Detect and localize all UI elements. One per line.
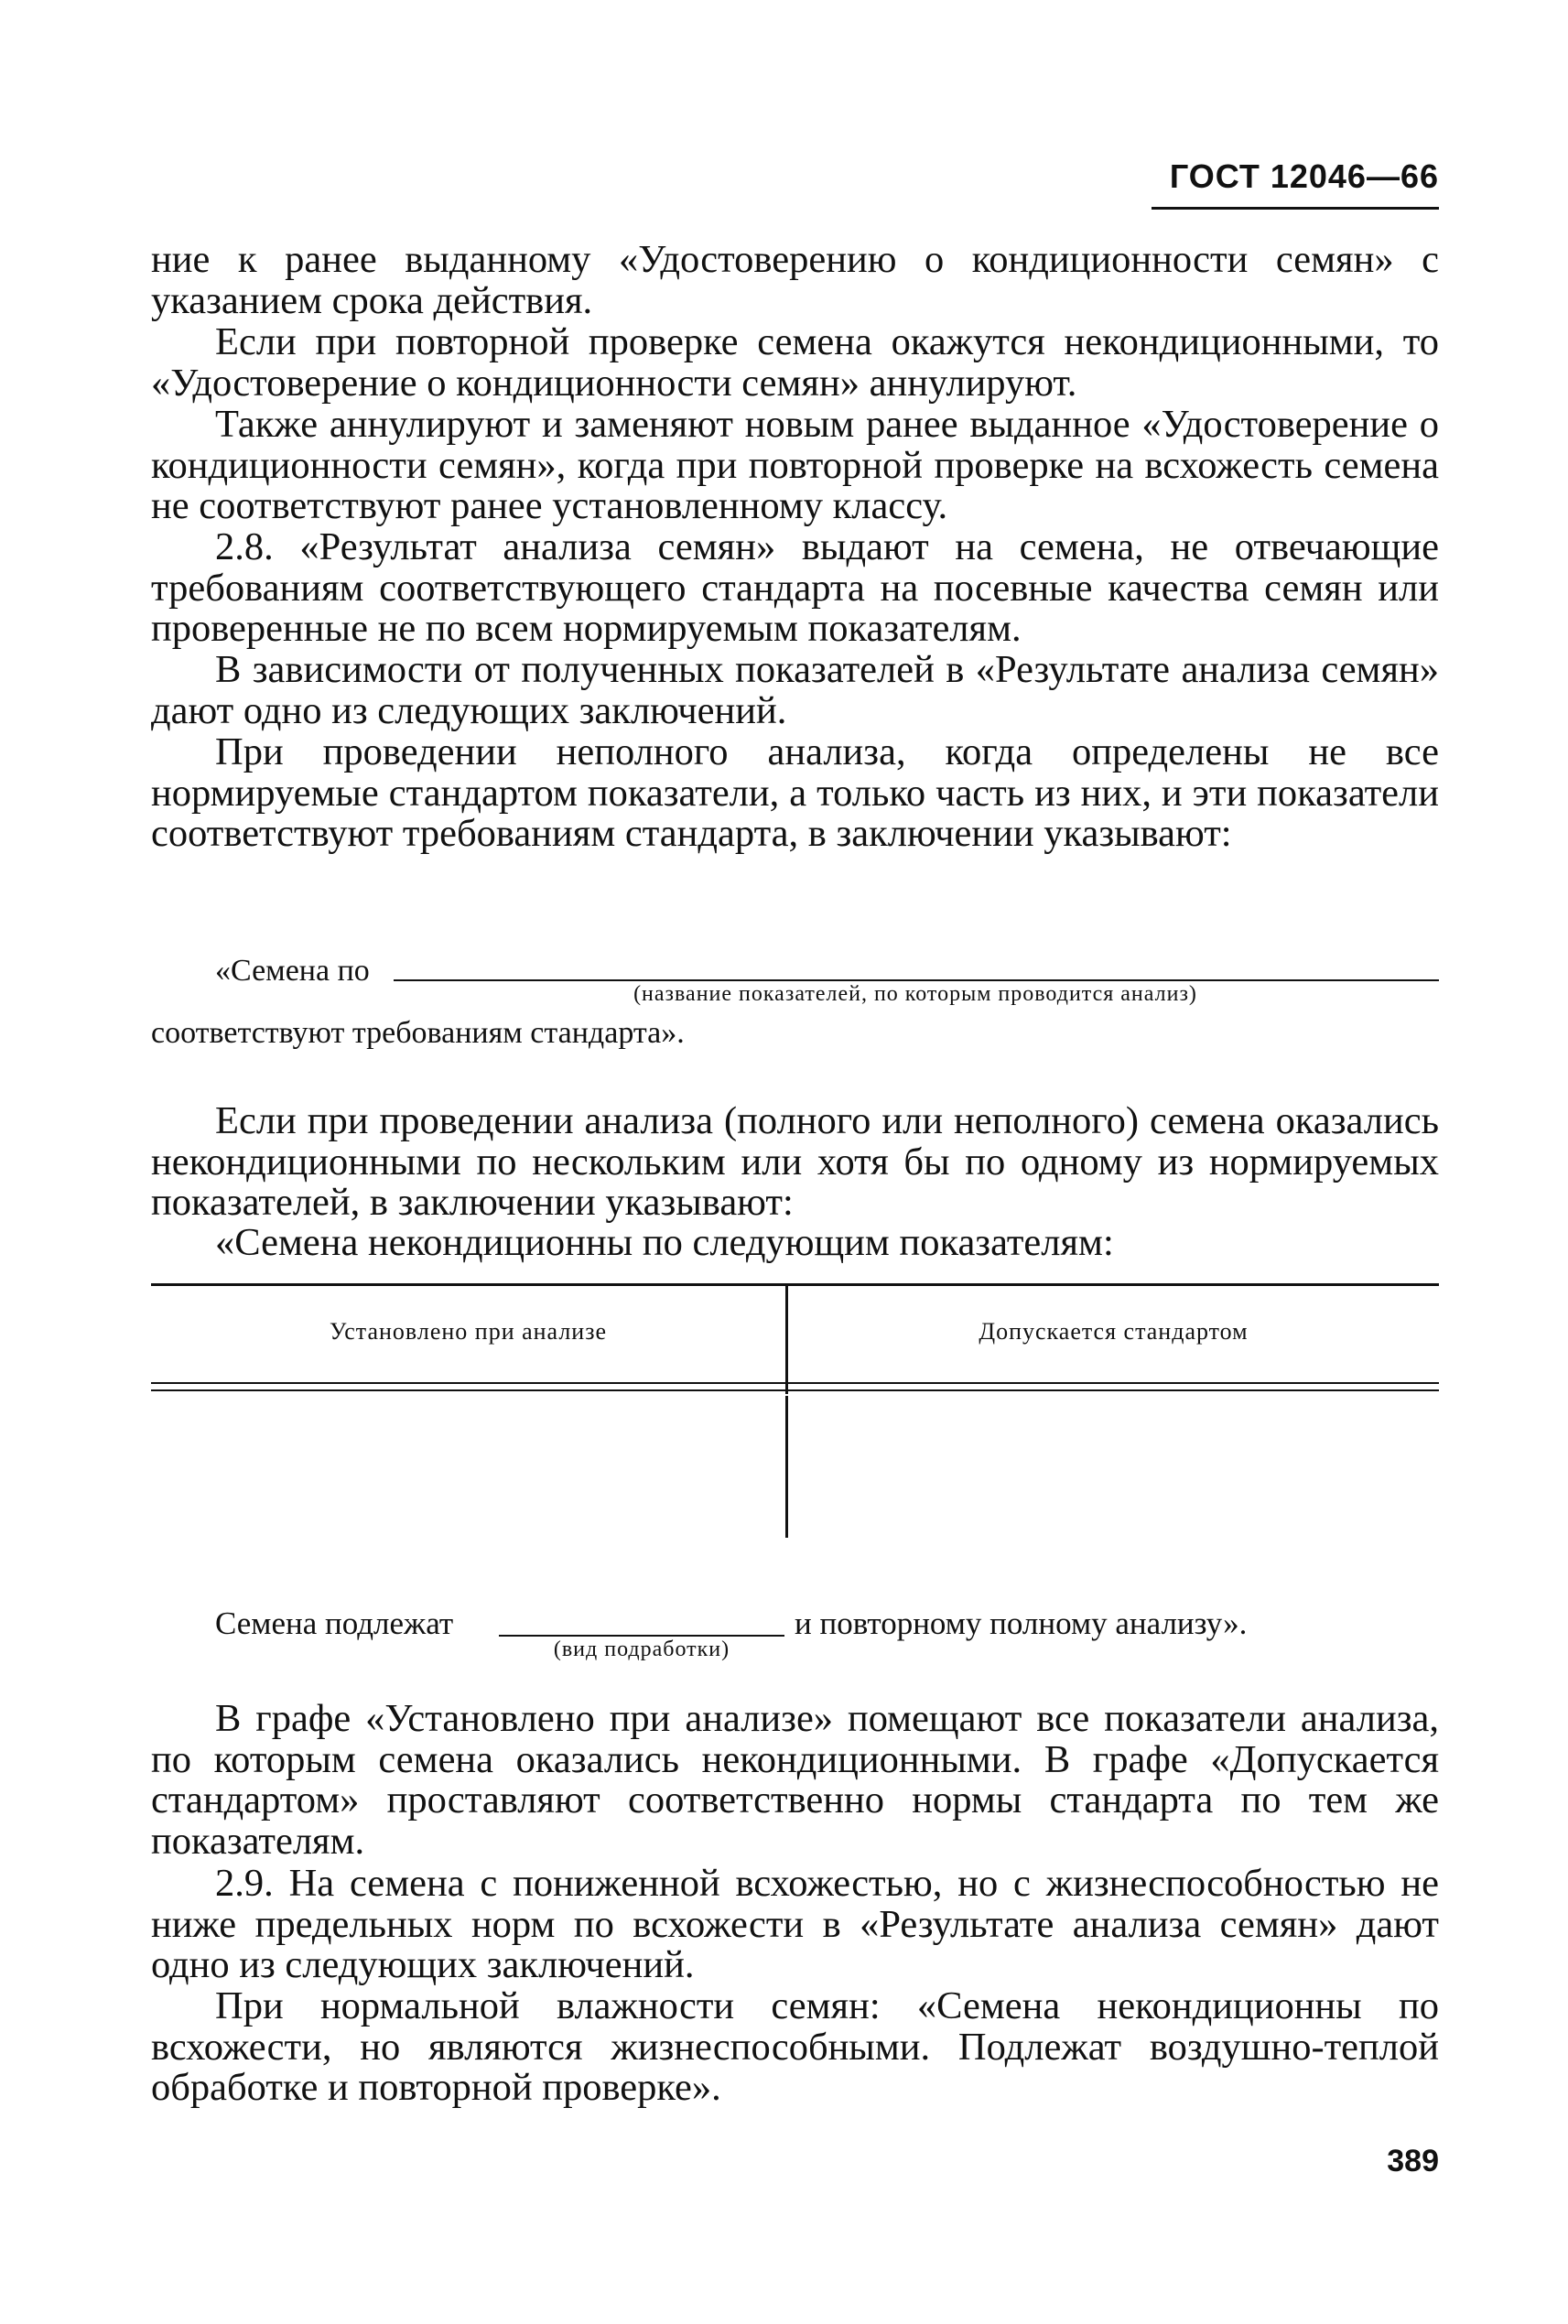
paragraph-noncompliance	[151, 1101, 1439, 1224]
standard-id-header: ГОСТ 12046—66	[1169, 157, 1439, 195]
paragraph-text: Если при проведении анализа (полного или неполного) семена оказались некондиционными по нескольким или хотя бы по одному из нормируемых показателей, в заключении указывают:	[151, 1099, 1439, 1224]
table-header-established: Установлено при анализе	[329, 1318, 608, 1345]
signoff-caption: (вид подработки)	[553, 1638, 730, 1661]
signoff-lead: Семена подлежат	[215, 1605, 454, 1641]
paragraph-annulment	[151, 405, 1439, 527]
paragraph-text: При проведении неполного анализа, когда определены не все нормируемые стандартом показатели, а только часть из них, и эти показатели соответствуют требованиям стандарта, в заключении указывают:	[151, 730, 1439, 855]
paragraph-section-2-9	[151, 1864, 1439, 1986]
paragraph-statement-lead	[151, 1223, 1439, 1264]
paragraph-partial-analysis	[151, 732, 1439, 855]
paragraph-text: «Семена некондиционны по следующим показателям:	[215, 1221, 1114, 1264]
paragraph-text: 2.8. «Результат анализа семян» выдают на семена, не отвечающие требованиям соответствующего стандарта на посевные качества семян или проверенные не по всем нормируемым показателям.	[151, 525, 1439, 650]
paragraph-normal-humidity	[151, 1986, 1439, 2109]
table-header-rule-2	[151, 1389, 1439, 1391]
paragraph-text: В графе «Установлено при анализе» помещают все показатели анализа, по которым семена оказались некондиционными. В графе «Допускается стандартом» проставляют соответственно нормы стандарта по тем же показателям.	[151, 1697, 1439, 1863]
table-body-divider	[785, 1396, 788, 1538]
formula-lead: «Семена по	[215, 954, 370, 988]
paragraph-text: Если при повторной проверке семена окажутся некондиционными, то «Удостоверение о кондиционности семян» аннулируют.	[151, 320, 1439, 405]
table-header-rule-1	[151, 1382, 1439, 1384]
page-number: 389	[1387, 2144, 1439, 2178]
paragraph-text: 2.9. На семена с пониженной всхожестью, но с жизнеспособностью не ниже предельных норм по всхожести в «Результате анализа семян» дают одно из следующих заключений.	[151, 1862, 1439, 1986]
paragraph-section-2-8	[151, 527, 1439, 650]
table-header-allowed: Допускается стандартом	[979, 1318, 1249, 1345]
header-underline	[1152, 207, 1439, 210]
paragraph-text: Также аннулируют и заменяют новым ранее выданное «Удостоверение о кондиционности семян», когда при повторной проверке на всхожесть семена не соответствуют ранее установленному классу.	[151, 403, 1439, 527]
paragraph-continuation	[151, 240, 1439, 321]
paragraph-text: В зависимости от полученных показателей в «Результате анализа семян» дают одно из следующих заключений.	[151, 648, 1439, 732]
paragraph-table-explanation	[151, 1699, 1439, 1862]
paragraph-text: ние к ранее выданному «Удостоверению о кондиционности семян» с указанием срока действия.	[151, 238, 1439, 322]
table-top-rule	[151, 1283, 1439, 1286]
formula-continuation: соответствуют требованиям стандарта».	[151, 1016, 685, 1050]
formula-caption: (название показателей, по которым проводится анализ)	[633, 982, 1197, 1006]
paragraph-reinspection	[151, 322, 1439, 404]
signoff-tail: и повторному полному анализу».	[795, 1605, 1248, 1641]
paragraph-text: При нормальной влажности семян: «Семена некондиционны по всхожести, но являются жизнеспособными. Подлежат воздушно-теплой обработке и повторной проверке».	[151, 1984, 1439, 2109]
paragraph-conclusions	[151, 650, 1439, 731]
